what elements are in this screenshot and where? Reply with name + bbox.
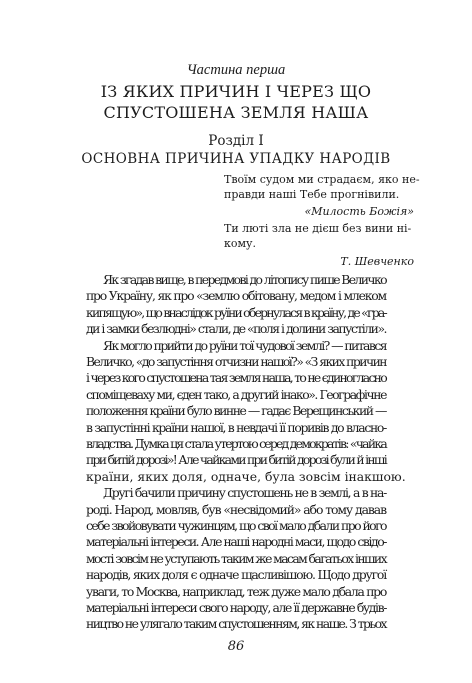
epigraph-line: Ти люті зла не дієш без вини ні- [224, 222, 412, 235]
body-text-line: Другі бачили причину спустошень не в землі, а в на- [103, 485, 386, 501]
epigraph-line: Твоїм судом ми страдаєм, яко не- [224, 173, 420, 186]
part-title-line-1: ІЗ ЯКИХ ПРИЧИН І ЧЕРЕЗ ЩО [100, 82, 372, 101]
page-number: 86 [227, 638, 245, 654]
body-text-line: країни, яких доля, одначе, була зовсім інакшою. [86, 468, 406, 484]
body-text-line: при битій дорозі»! Але чайками при битій дорозі були й інші [86, 452, 386, 468]
body-text-line: ди і замки безлюдні» стали, де «поля і долини запустіли». [86, 321, 386, 337]
epigraph-1 [224, 173, 420, 223]
body-text-line: Як могло прийти до руїни тої чудової землі? — питався [103, 337, 386, 353]
epigraph-line: правди наші Тебе прогнівили. [224, 188, 400, 201]
body-text-line: владства. Думка ця стала утертою серед демократів: «чайка [86, 436, 386, 451]
body-text-line: в запустінні країни нашої, в невдачі її поривів до власно- [86, 419, 386, 435]
chapter-title: ОСНОВНА ПРИЧИНА УПАДКУ НАРОДІВ [81, 151, 391, 167]
body-text-line: мості зовсім не уступають таким же масам багатьох інших [86, 550, 386, 566]
part-title-line-2: СПУСТОШЕНА ЗЕМЛЯ НАША [103, 103, 369, 122]
epigraph-source: «Милость Божія» [304, 205, 414, 218]
epigraph-source: Т. Шевченко [340, 255, 414, 268]
epigraph-2 [224, 222, 414, 272]
body-text-line: і через кого спустошена тая земля наша, то не єдиногласно [86, 370, 386, 386]
body-text-line: роді. Народ, мовляв, був «несвідомий» або тому давав [86, 501, 386, 517]
body-text-line: ництво не улягало таким спустошенням, як наше. З трьох [86, 616, 386, 632]
body-text-line: матеріальні інтереси. Але наші народні маси, щодо свідо- [86, 534, 386, 550]
body-text-line: себе звойовувати чужинцям, що свої мало дбали про його [86, 518, 386, 533]
body-text-line: споміщеваху ми, єден тако, а другий інако». Географічне [86, 386, 386, 402]
body-text-line: кипящую», що внаслідок руїни обернулася в країну, де «гра- [86, 304, 386, 320]
body-text-line: положення країни було винне — гадає Верещинський — [86, 403, 386, 419]
body-text-line: уваги, то Москва, наприклад, теж дуже мало дбала про [86, 583, 386, 599]
epigraph-line: кому. [224, 237, 257, 250]
body-text-line: народів, яких доля є одначе щасливішою. Щодо другої [86, 567, 386, 583]
body-text-line: Величко, «до запустіння отчизни нашої?» «З яких причин [86, 354, 386, 369]
part-label: Частина перша [186, 62, 286, 78]
body-text-line: Як згадав вище, в передмові до літопису пише Величко [103, 272, 386, 287]
body-text-line: про Україну, як про «землю обітовану, медом і млеком [86, 288, 386, 304]
chapter-label: Розділ І [208, 133, 264, 149]
body-text-line: матеріальні інтереси свого народу, але її державне будів- [86, 600, 386, 615]
